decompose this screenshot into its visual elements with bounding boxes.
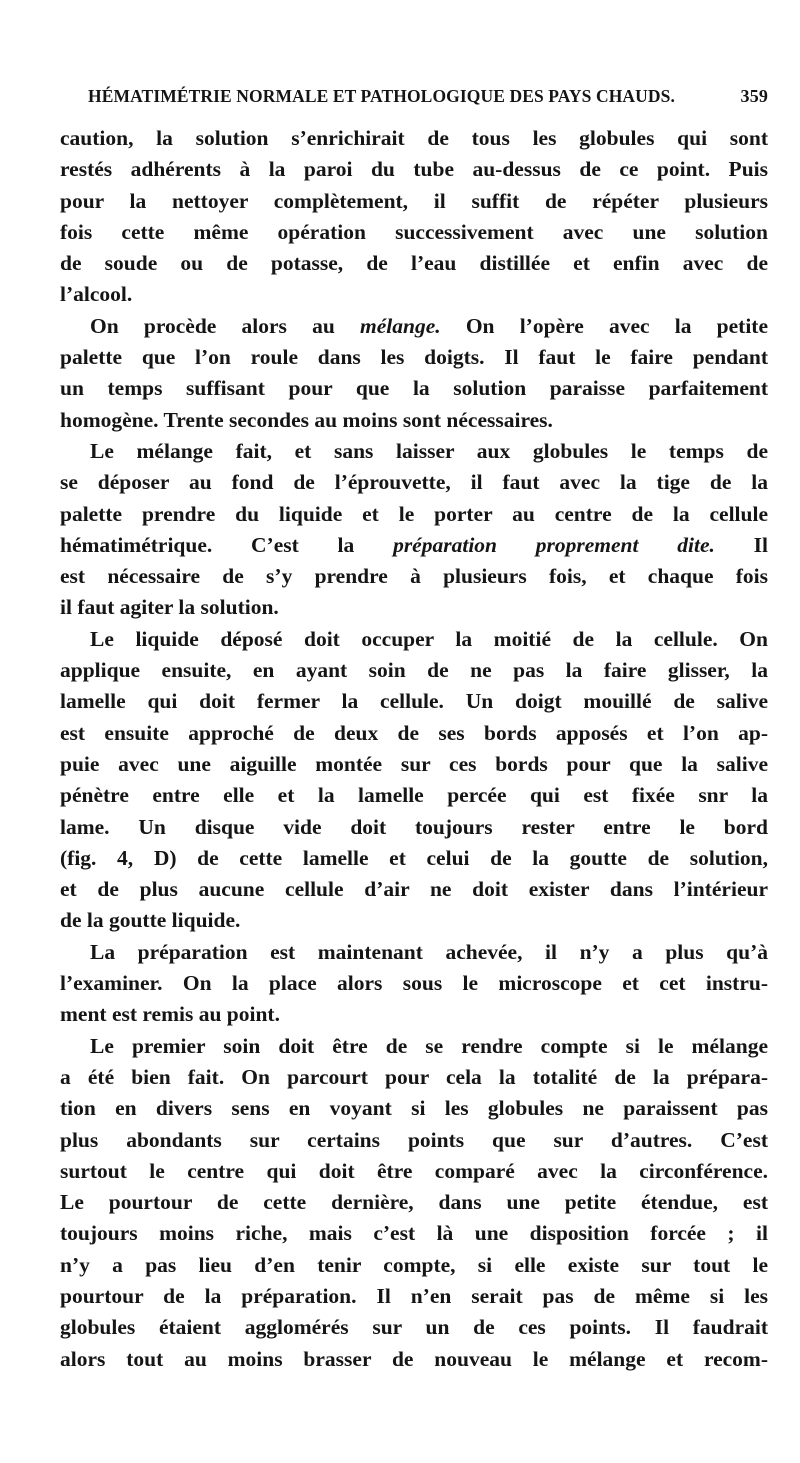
text-fragment: On l’opère avec la petite [440,313,768,338]
text-line: La préparation est maintenant achevée, il n’y a plus qu’à [90,939,768,964]
text-line: pour la nettoyer complètement, il suffit de répéter plusieurs [60,188,768,213]
text-line: pourtour de la préparation. Il n’en serait pas de même si les [60,1283,768,1308]
text-line: fois cette même opération successivement avec une solution [60,219,768,244]
italic-phrase: mélange. [360,313,441,338]
text-line: lamelle qui doit fermer la cellule. Un doigt mouillé de salive [60,689,768,714]
text-line: il faut agiter la solution. [60,595,279,620]
text-line: palette que l’on roule dans les doigts. Il faut le faire pendant [60,345,768,370]
text-line: de soude ou de potasse, de l’eau distillée et enfin avec de [60,251,768,276]
text-line: est nécessaire de s’y prendre à plusieurs fois, et chaque fois [60,564,768,589]
text-line: applique ensuite, en ayant soin de ne pas la faire glisser, la [60,658,768,683]
page-number: 359 [740,86,768,106]
text-line: globules étaient agglomérés sur un de ces points. Il faudrait [60,1315,768,1340]
text-fragment: On procède alors au [90,313,360,338]
text-line: a été bien fait. On parcourt pour cela la totalité de la prépara- [60,1064,768,1089]
text-line: restés adhérents à la paroi du tube au-dessus de ce point. Puis [60,157,768,182]
text-line [60,530,768,561]
text-line: ment est remis au point. [60,1002,280,1027]
text-line: l’examiner. On la place alors sous le microscope et cet instru- [60,971,768,996]
text-line: pénètre entre elle et la lamelle percée qui est fixée snr la [60,783,768,808]
text-line: caution, la solution s’enrichirait de tous les globules qui sont [60,126,768,150]
text-line: (fig. 4, D) de cette lamelle et celui de la goutte de solution, [60,845,768,870]
text-line: un temps suffisant pour que la solution paraisse parfaitement [60,376,768,401]
text-line: est ensuite approché de deux de ses bords apposés et l’on ap- [60,720,768,745]
text-line: puie avec une aiguille montée sur ces bords pour que la salive [60,751,768,776]
text-line: tion en divers sens en voyant si les globules ne paraissent pas [60,1096,768,1121]
running-title: HÉMATIMÉTRIE NORMALE ET PATHOLOGIQUE DES PAYS CHAUDS. [88,86,675,106]
text-line: se déposer au fond de l’éprouvette, il faut avec la tige de la [60,470,768,495]
text-line: Le mélange fait, et sans laisser aux globules le temps de [90,438,768,463]
text-line: Le pourtour de cette dernière, dans une petite étendue, est [60,1190,768,1215]
text-line: toujours moins riche, mais c’est là une disposition forcée ; il [60,1221,768,1246]
text-line: l’alcool. [60,282,133,307]
text-line: Le premier soin doit être de se rendre compte si le mélange [90,1033,768,1058]
text-line: de la goutte liquide. [60,908,241,933]
text-line: surtout le centre qui doit être comparé avec la circonférence. [60,1158,768,1183]
text-line: Le liquide déposé doit occuper la moitié de la cellule. On [90,626,768,651]
text-line: n’y a pas lieu d’en tenir compte, si elle existe sur tout le [60,1252,768,1277]
text-fragment: hématimétrique. C’est la [60,532,394,557]
text-line: plus abondants sur certains points que sur d’autres. C’est [60,1127,768,1152]
text-line: palette prendre du liquide et le porter au centre de la cellule [60,501,768,526]
text-line: et de plus aucune cellule d’air ne doit exister dans l’intérieur [60,877,768,902]
text-line: alors tout au moins brasser de nouveau le mélange et recom- [60,1346,768,1371]
text-line: lame. Un disque vide doit toujours rester entre le bord [60,814,768,839]
text-fragment: Il [714,532,768,557]
running-header [88,86,768,114]
body-text [60,123,768,1375]
italic-phrase: préparation proprement dite. [393,532,715,557]
text-line [60,311,768,342]
text-line: homogène. Trente secondes au moins sont nécessaires. [60,407,553,432]
